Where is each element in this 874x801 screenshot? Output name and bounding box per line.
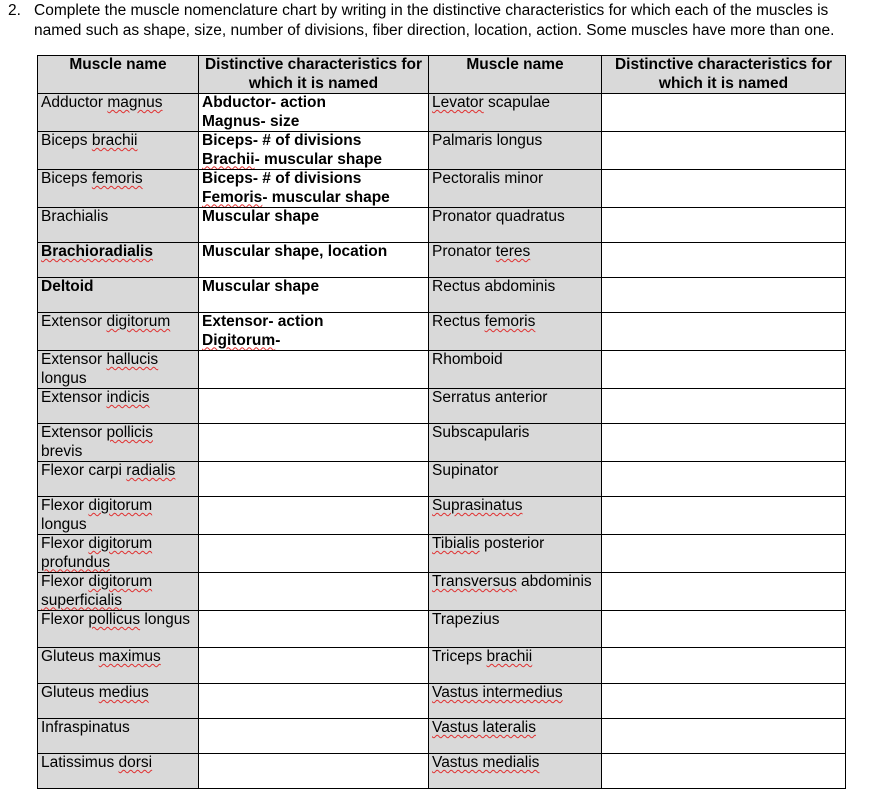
characteristics-left[interactable] [199,313,429,351]
table-row [38,535,846,573]
characteristics-left[interactable] [199,132,429,170]
table-row [38,462,846,497]
characteristics-right[interactable] [602,243,846,278]
muscle-name-left [38,573,199,611]
muscle-name-text: Trapezius [432,611,500,628]
characteristic-line-1: Muscular shape [202,208,320,225]
table-row [38,170,846,208]
muscle-name-text: Rhomboid [432,351,503,368]
muscle-name-right [429,535,602,573]
muscle-name-text: Extensor [41,389,107,406]
muscle-name-right [429,94,602,132]
table-row [38,648,846,684]
muscle-name-text-cont: longus [41,369,87,387]
muscle-name-spellcheck-text: radialis [126,462,176,479]
muscle-name-spellcheck-text-2: profundus [41,553,110,571]
muscle-name-spellcheck-text: indicis [106,389,150,406]
muscle-name-spellcheck-text: brachii [91,132,138,149]
muscle-name-text: Pronator [432,243,496,260]
muscle-name-left [38,313,199,351]
muscle-name-text: Biceps [41,170,92,187]
muscle-name-left [38,351,199,389]
muscle-name-spellcheck-text: Brachioradialis [41,243,153,260]
muscle-name-left [38,462,199,497]
muscle-name-left [38,208,199,243]
characteristics-right[interactable] [602,648,846,684]
characteristics-left[interactable] [199,497,429,535]
muscle-name-text: Extensor [41,351,107,368]
characteristics-left[interactable] [199,170,429,208]
characteristic-line-1: Abductor- action [202,94,326,111]
characteristics-right[interactable] [602,424,846,462]
characteristic-line-2: - [275,331,281,349]
muscle-name-text: Pronator quadratus [432,208,565,225]
muscle-name-right [429,132,602,170]
characteristics-left[interactable] [199,424,429,462]
muscle-name-right [429,684,602,719]
characteristic-line-2: Magnus- size [202,112,300,130]
characteristics-right[interactable] [602,351,846,389]
characteristics-right[interactable] [602,389,846,424]
muscle-name-left [38,648,199,684]
muscle-name-text: Extensor [41,424,107,441]
header-muscle-name-left: Muscle name [38,56,199,94]
muscle-name-text: Supinator [432,462,499,479]
muscle-name-text: Biceps [41,132,92,149]
characteristics-left[interactable] [199,278,429,313]
muscle-name-text: Latissimus [41,754,119,771]
muscle-name-text: Extensor [41,313,107,330]
table-row [38,243,846,278]
muscle-name-text: Palmaris longus [432,132,543,149]
muscle-name-text: Flexor carpi [41,462,127,479]
muscle-name-text-cont: brevis [41,442,83,460]
muscle-name-spellcheck-text: Tibialis [432,535,480,552]
table-row [38,424,846,462]
muscle-name-text: Flexor [41,573,89,590]
muscle-name-text: Brachialis [41,208,109,225]
characteristic-spellcheck-text: Femoris [202,188,263,206]
characteristics-right[interactable] [602,208,846,243]
characteristics-left[interactable] [199,648,429,684]
muscle-name-spellcheck-text-2: superficialis [41,591,122,609]
characteristics-right[interactable] [602,132,846,170]
muscle-name-spellcheck-text: pollicis [106,424,153,441]
characteristics-right[interactable] [602,611,846,648]
muscle-name-text: Flexor [41,535,89,552]
characteristic-spellcheck-text: Brachii [202,150,255,168]
muscle-name-left [38,719,199,754]
characteristics-left[interactable] [199,462,429,497]
muscle-name-right [429,170,602,208]
table-row [38,497,846,535]
muscle-name-left [38,389,199,424]
muscle-name-text: Gluteus [41,648,99,665]
muscle-name-text: Flexor [41,611,89,628]
table-row [38,611,846,648]
table-row [38,573,846,611]
muscle-name-spellcheck-text: maximus [98,648,161,665]
characteristics-right[interactable] [602,754,846,789]
table-row [38,719,846,754]
muscle-name-right [429,424,602,462]
characteristics-left[interactable] [199,389,429,424]
characteristic-line-1: Biceps- # of divisions [202,170,362,187]
muscle-name-spellcheck-text: pollicus [88,611,141,628]
characteristics-left[interactable] [199,535,429,573]
muscle-name-text: abdominis [516,573,592,590]
characteristic-line-2: - muscular shape [262,188,390,206]
muscle-name-spellcheck-text: digitorum [88,535,153,552]
characteristics-right[interactable] [602,170,846,208]
muscle-name-spellcheck-text: Vastus lateralis [432,719,536,736]
muscle-name-spellcheck-text: medius [98,684,149,701]
muscle-name-text: scapulae [483,94,551,111]
muscle-name-text-cont: longus [140,611,191,628]
table-row [38,94,846,132]
characteristic-line-1: Extensor- action [202,313,324,330]
characteristics-left[interactable] [199,94,429,132]
characteristic-line-1: Muscular shape [202,278,320,295]
muscle-name-left [38,132,199,170]
table-row [38,754,846,789]
instruction-text: Complete the muscle nomenclature chart by writing in the distinctive characteristics for which each of the muscles is named such as shape, size, number of divisions, fiber direction, location, action. Some muscles have more than one. [34,2,835,39]
muscle-name-right [429,243,602,278]
characteristics-right[interactable] [602,278,846,313]
muscle-name-spellcheck-text: dorsi [118,754,153,771]
characteristics-left[interactable] [199,754,429,789]
characteristics-right[interactable] [602,497,846,535]
header-characteristics-left: Distinctive characteristics for which it is named [199,56,429,94]
muscle-name-spellcheck-text: Transversus [432,573,517,590]
muscle-name-right [429,754,602,789]
characteristics-left[interactable] [199,684,429,719]
muscle-name-text: Subscapularis [432,424,530,441]
muscle-name-spellcheck-text-2: teres [495,243,531,260]
muscle-name-left [38,497,199,535]
muscle-name-left [38,170,199,208]
muscle-name-right [429,497,602,535]
muscle-name-left [38,243,199,278]
muscle-name-spellcheck-text: digitorum [88,573,153,590]
muscle-name-spellcheck-text: digitorum [106,313,171,330]
table-row [38,132,846,170]
muscle-name-text: Infraspinatus [41,719,130,736]
muscle-name-text: Rectus [432,313,485,330]
characteristic-spellcheck-text: Digitorum [202,331,276,349]
muscle-name-text: Gluteus [41,684,99,701]
characteristics-right[interactable] [602,94,846,132]
muscle-name-text: Triceps [432,648,487,665]
characteristics-right[interactable] [602,462,846,497]
characteristics-right[interactable] [602,684,846,719]
muscle-name-spellcheck-text-2: femoris [484,313,536,330]
characteristics-left[interactable] [199,351,429,389]
muscle-name-text: Adductor [41,94,108,111]
characteristics-left[interactable] [199,243,429,278]
muscle-name-text: Flexor [41,497,89,514]
muscle-name-right [429,462,602,497]
muscle-name-left [38,94,199,132]
characteristics-left[interactable] [199,719,429,754]
characteristic-line-1: Biceps- # of divisions [202,132,362,149]
characteristics-right[interactable] [602,719,846,754]
muscle-name-spellcheck-text-2: brachii [486,648,533,665]
muscle-name-spellcheck-text: Levator [432,94,484,111]
muscle-name-right [429,719,602,754]
muscle-name-text: Deltoid [41,278,94,295]
characteristics-left[interactable] [199,611,429,648]
characteristics-left[interactable] [199,573,429,611]
muscle-name-right [429,208,602,243]
muscle-name-left [38,754,199,789]
table-row [38,389,846,424]
muscle-name-right [429,313,602,351]
muscle-name-right [429,611,602,648]
muscle-name-right [429,573,602,611]
muscle-name-left [38,278,199,313]
muscle-name-left [38,684,199,719]
muscle-name-right [429,389,602,424]
muscle-name-left [38,535,199,573]
muscle-name-spellcheck-text: Vastus medialis [432,754,540,771]
characteristic-line-2: - muscular shape [254,150,383,168]
muscle-name-text: Rectus abdominis [432,278,556,295]
muscle-name-spellcheck-text: femoris [91,170,143,187]
table-row [38,208,846,243]
header-muscle-name-right: Muscle name [429,56,602,94]
muscle-name-spellcheck-text: Suprasinatus [432,497,523,514]
muscle-name-spellcheck-text: digitorum [88,497,153,514]
muscle-name-left [38,424,199,462]
table-row [38,313,846,351]
muscle-name-spellcheck-text: Vastus intermedius [432,684,563,701]
question-number: 2. [8,2,21,19]
characteristics-left[interactable] [199,208,429,243]
header-characteristics-right: Distinctive characteristics for which it is named [602,56,846,94]
characteristics-right[interactable] [602,573,846,611]
muscle-name-text-cont: longus [41,515,87,533]
table-row [38,278,846,313]
muscle-name-right [429,278,602,313]
muscle-name-text: Pectoralis minor [432,170,544,187]
characteristic-line-1: Muscular shape, location [202,243,388,260]
muscle-name-text: Serratus anterior [432,389,548,406]
muscle-name-spellcheck-text: hallucis [106,351,159,368]
muscle-name-left [38,611,199,648]
characteristics-right[interactable] [602,535,846,573]
table-row [38,684,846,719]
header-row [38,56,846,94]
table-row [38,351,846,389]
muscle-name-right [429,648,602,684]
muscle-name-right [429,351,602,389]
characteristics-right[interactable] [602,313,846,351]
muscle-name-text: posterior [479,535,545,552]
muscle-name-spellcheck-text: magnus [107,94,163,111]
muscle-nomenclature-table [37,55,846,789]
